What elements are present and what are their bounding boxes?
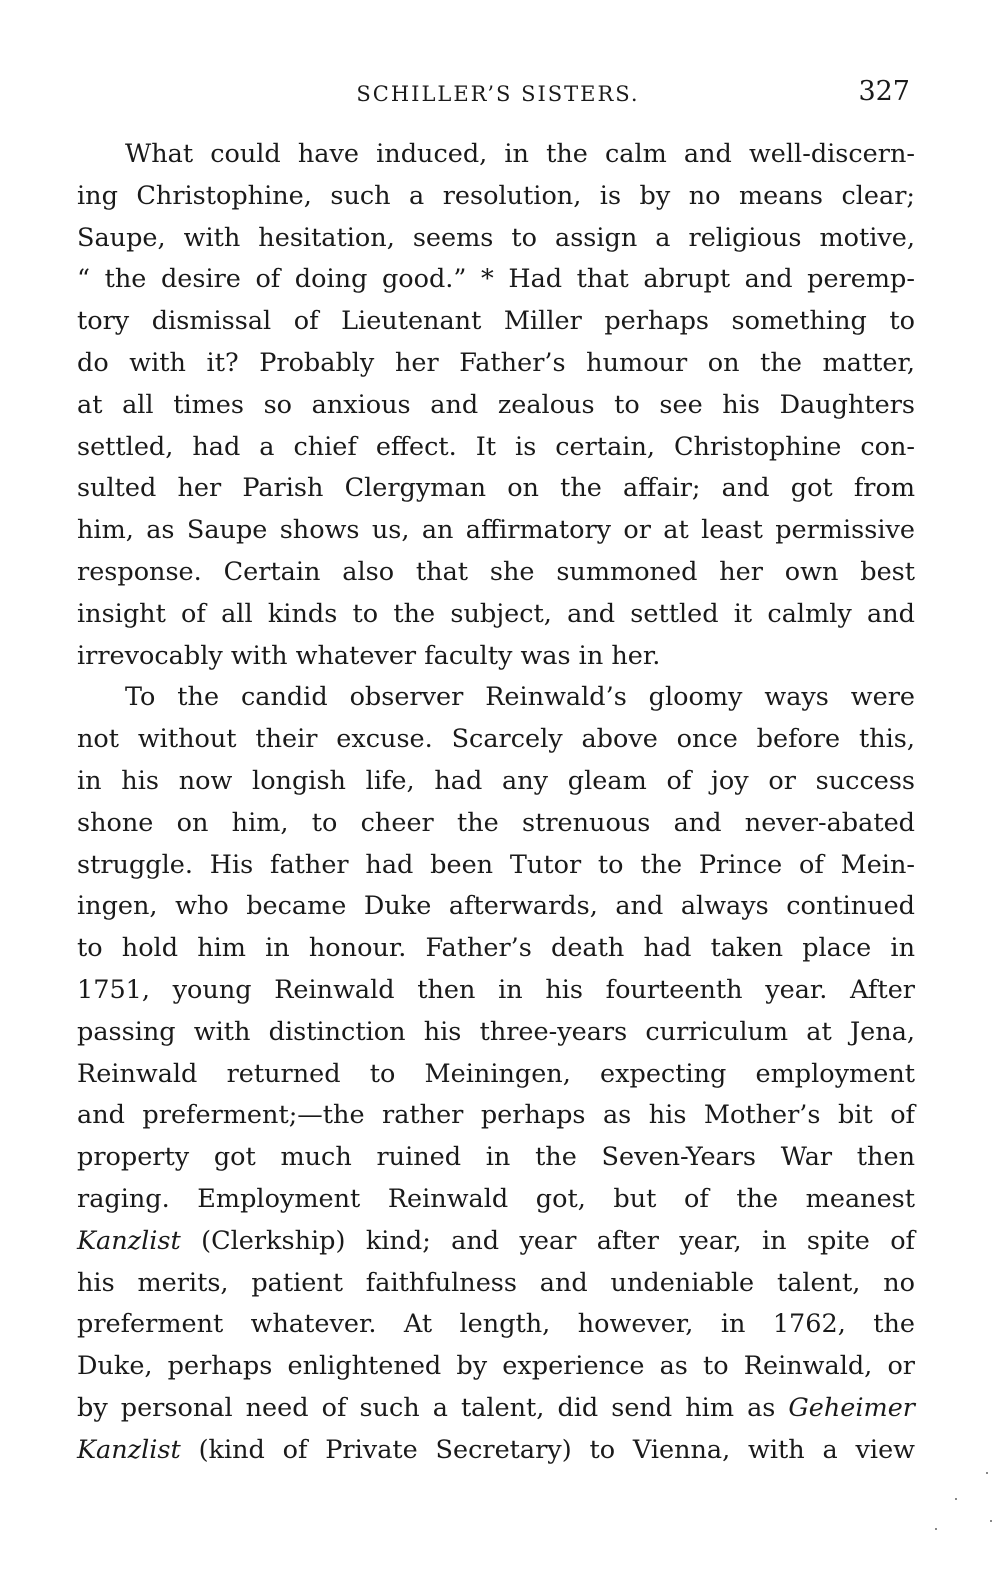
body-text [77,134,915,1472]
scan-speck [935,1528,937,1530]
text-line: passing with distinction his three-years curriculum at Jena, [77,1016,915,1047]
italic-term: Kanzlist [77,1225,181,1256]
text-line: at all times so anxious and zealous to see his Daughters [77,389,915,420]
text-line [77,1221,915,1263]
text-line: To the candid observer Reinwald’s gloomy ways were [125,682,915,713]
text-line: 1751, young Reinwald then in his fourteenth year. After [77,974,915,1005]
text-line: do with it? Probably her Father’s humour on the matter, [77,347,915,378]
text-line: to hold him in honour. Father’s death had taken place in [77,933,915,964]
italic-term: Kanzlist [77,1434,181,1465]
text-line: and preferment;—the rather perhaps as his Mother’s bit of [77,1100,915,1131]
scan-speck [986,1472,988,1474]
text-line: Duke, perhaps enlightened by experience as to Reinwald, or [77,1351,915,1382]
text-line: insight of all kinds to the subject, and settled it calmly and [77,598,915,629]
text-line: ingen, who became Duke afterwards, and always continued [77,891,915,922]
text-line: tory dismissal of Lieutenant Miller perhaps something to [77,306,915,337]
text-line [77,1430,915,1472]
text-line [77,1388,915,1430]
text-line: him, as Saupe shows us, an affirmatory or at least permissive [77,515,915,546]
text-line: raging. Employment Reinwald got, but of the meanest [77,1183,915,1214]
page-number: 327 [858,76,910,107]
text-line: preferment whatever. At length, however, in 1762, the [77,1309,915,1340]
text-line: not without their excuse. Scarcely above once before this, [77,724,915,755]
text-line: ing Christophine, such a resolution, is by no means clear; [77,180,915,211]
text-line: his merits, patient faithfulness and undeniable talent, no [77,1267,915,1298]
scan-speck [955,1498,957,1500]
text-line: sulted her Parish Clergyman on the affair; and got from [77,473,915,504]
text-line: property got much ruined in the Seven-Years War then [77,1142,915,1173]
text-line: in his now longish life, had any gleam of joy or success [77,765,915,796]
scan-speck [990,1520,992,1522]
text-line: Saupe, with hesitation, seems to assign a religious motive, [77,222,915,253]
text-line: struggle. His father had been Tutor to the Prince of Mein- [77,849,915,880]
line-remainder: (kind of Private Secretary) to Vienna, with a view [180,1434,915,1465]
text-line: Reinwald returned to Meiningen, expecting employment [77,1058,915,1089]
running-header [78,76,918,116]
text-line: response. Certain also that she summoned her own best [77,556,915,587]
text-line: shone on him, to cheer the strenuous and never-abated [77,807,915,838]
running-title: SCHILLER’S SISTERS. [356,82,640,106]
line-remainder: (Clerkship) kind; and year after year, in spite of [180,1225,915,1256]
text-line: irrevocably with whatever faculty was in her. [77,640,661,671]
text-line: settled, had a chief effect. It is certain, Christophine con- [77,431,915,462]
italic-term: Geheimer [788,1392,915,1423]
text-line: What could have induced, in the calm and well-discern- [125,139,915,169]
text-line: “ the desire of doing good.” * Had that abrupt and peremp- [77,264,915,295]
line-lead: by personal need of such a talent, did send him as [77,1392,789,1423]
